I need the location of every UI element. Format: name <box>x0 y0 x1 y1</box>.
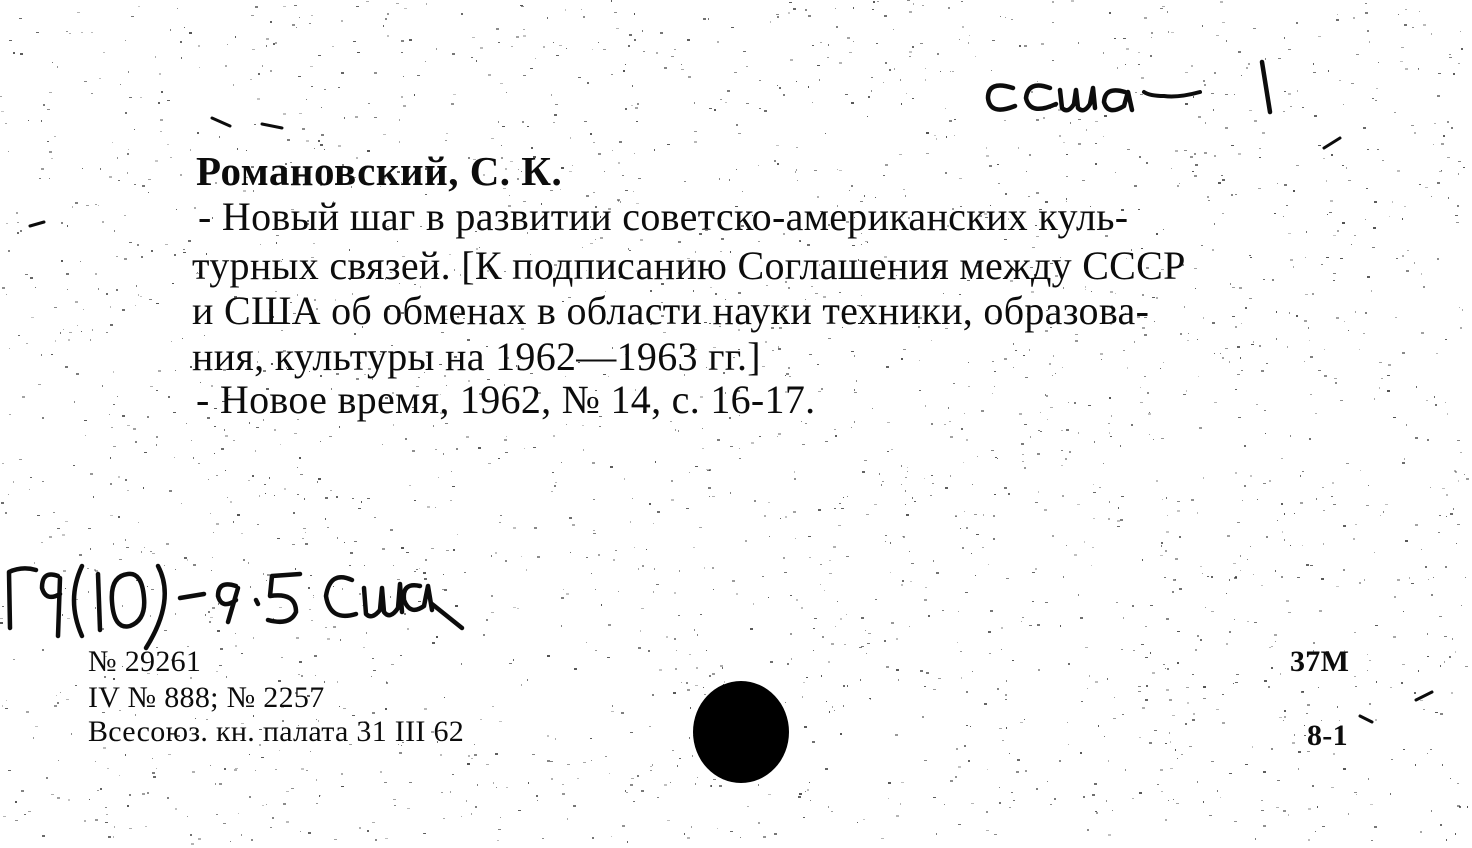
citation-line-3: и США об обменах в области науки техники, образова- <box>192 288 1150 333</box>
chamber-imprint: Всесоюз. кн. палата 31 III 62 <box>88 715 465 748</box>
card-punch-hole <box>693 681 789 783</box>
citation-line-2: турных связей. [К подписанию Соглашения между СССР <box>192 243 1186 288</box>
author-heading: Романовский, С. К. <box>196 148 563 194</box>
shelf-code: 37М <box>1290 645 1350 678</box>
citation-line-4: ния, культуры на 1962—1963 гг.] <box>192 334 761 379</box>
card-number: № 29261 <box>88 645 202 678</box>
series-code: 8-1 <box>1307 719 1348 752</box>
handwritten-class-mark <box>9 568 36 628</box>
registry-numbers: IV № 888; № 2257 <box>88 681 325 714</box>
handwritten-top-mark <box>988 86 1015 110</box>
citation-line-1: - Новый шаг в развитии советско-американских куль- <box>198 194 1129 239</box>
citation-source-line: - Новое время, 1962, № 14, с. 16-17. <box>196 377 816 422</box>
